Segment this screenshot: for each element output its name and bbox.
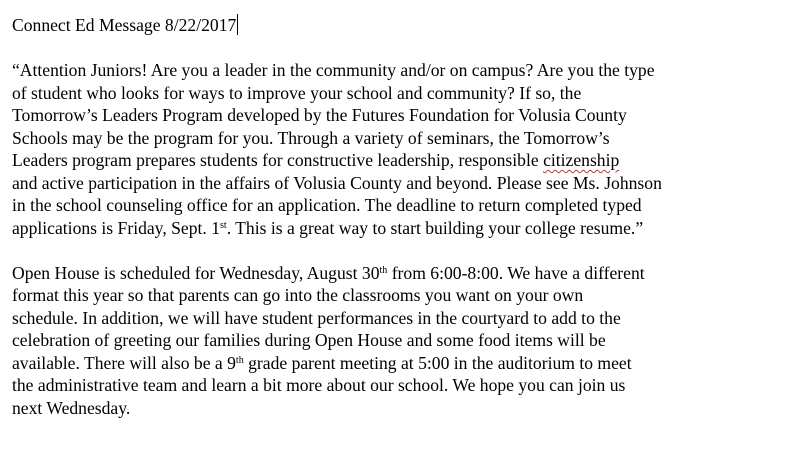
text-fragment: Leaders program prepares students for constructive leadership, responsible [12,150,544,170]
text-line: celebration of greeting our families during Open House and some food items will be [12,330,606,350]
text-line: the administrative team and learn a bit more about our school. We hope you can join us [12,375,626,395]
text-line: Tomorrow’s Leaders Program developed by the Futures Foundation for Volusia County [12,105,627,125]
blank-line [12,239,802,262]
text-line: in the school counseling office for an application. The deadline to return completed typed [12,195,642,215]
message-title-text: Connect Ed Message 8/22/2017 [12,15,237,35]
text-fragment: applications is Friday, Sept. 1 [12,217,221,238]
message-title [12,14,802,37]
superscript: th [379,264,388,276]
text-fragment: from 6:00-8:00. We have a different [387,262,645,283]
text-fragment: Open House is scheduled for Wednesday, August 30 [12,262,380,283]
document-body[interactable] [12,14,802,419]
text-line: of student who looks for ways to improve your school and community? If so, the [12,82,582,103]
text-line: next Wednesday. [12,397,131,418]
superscript: th [235,354,244,366]
text-line: schedule. In addition, we will have student performances in the courtyard to add to the [12,307,621,328]
announcement-paragraph-leaders [12,59,802,239]
text-line [12,217,802,240]
text-line [12,262,802,285]
text-line: format this year so that parents can go into the classrooms you want on your own [12,285,584,305]
announcement-paragraph-open-house [12,262,802,420]
spellcheck-flagged-word[interactable]: citizenship [543,150,620,170]
text-cursor [237,14,238,35]
text-line [12,352,802,375]
superscript: st [220,219,227,231]
text-line: and active participation in the affairs of Volusia County and beyond. Please see Ms. Johnson [12,172,662,193]
text-fragment: . This is a great way to start building your college resume.” [226,217,644,238]
text-line [12,149,802,172]
text-line: “Attention Juniors! Are you a leader in the community and/or on campus? Are you the type [12,60,655,80]
text-line: Schools may be the program for you. Through a variety of seminars, the Tomorrow’s [12,127,610,148]
text-fragment: available. There will also be a 9 [12,352,236,373]
blank-line [12,37,802,60]
text-fragment: grade parent meeting at 5:00 in the auditorium to meet [243,352,632,373]
